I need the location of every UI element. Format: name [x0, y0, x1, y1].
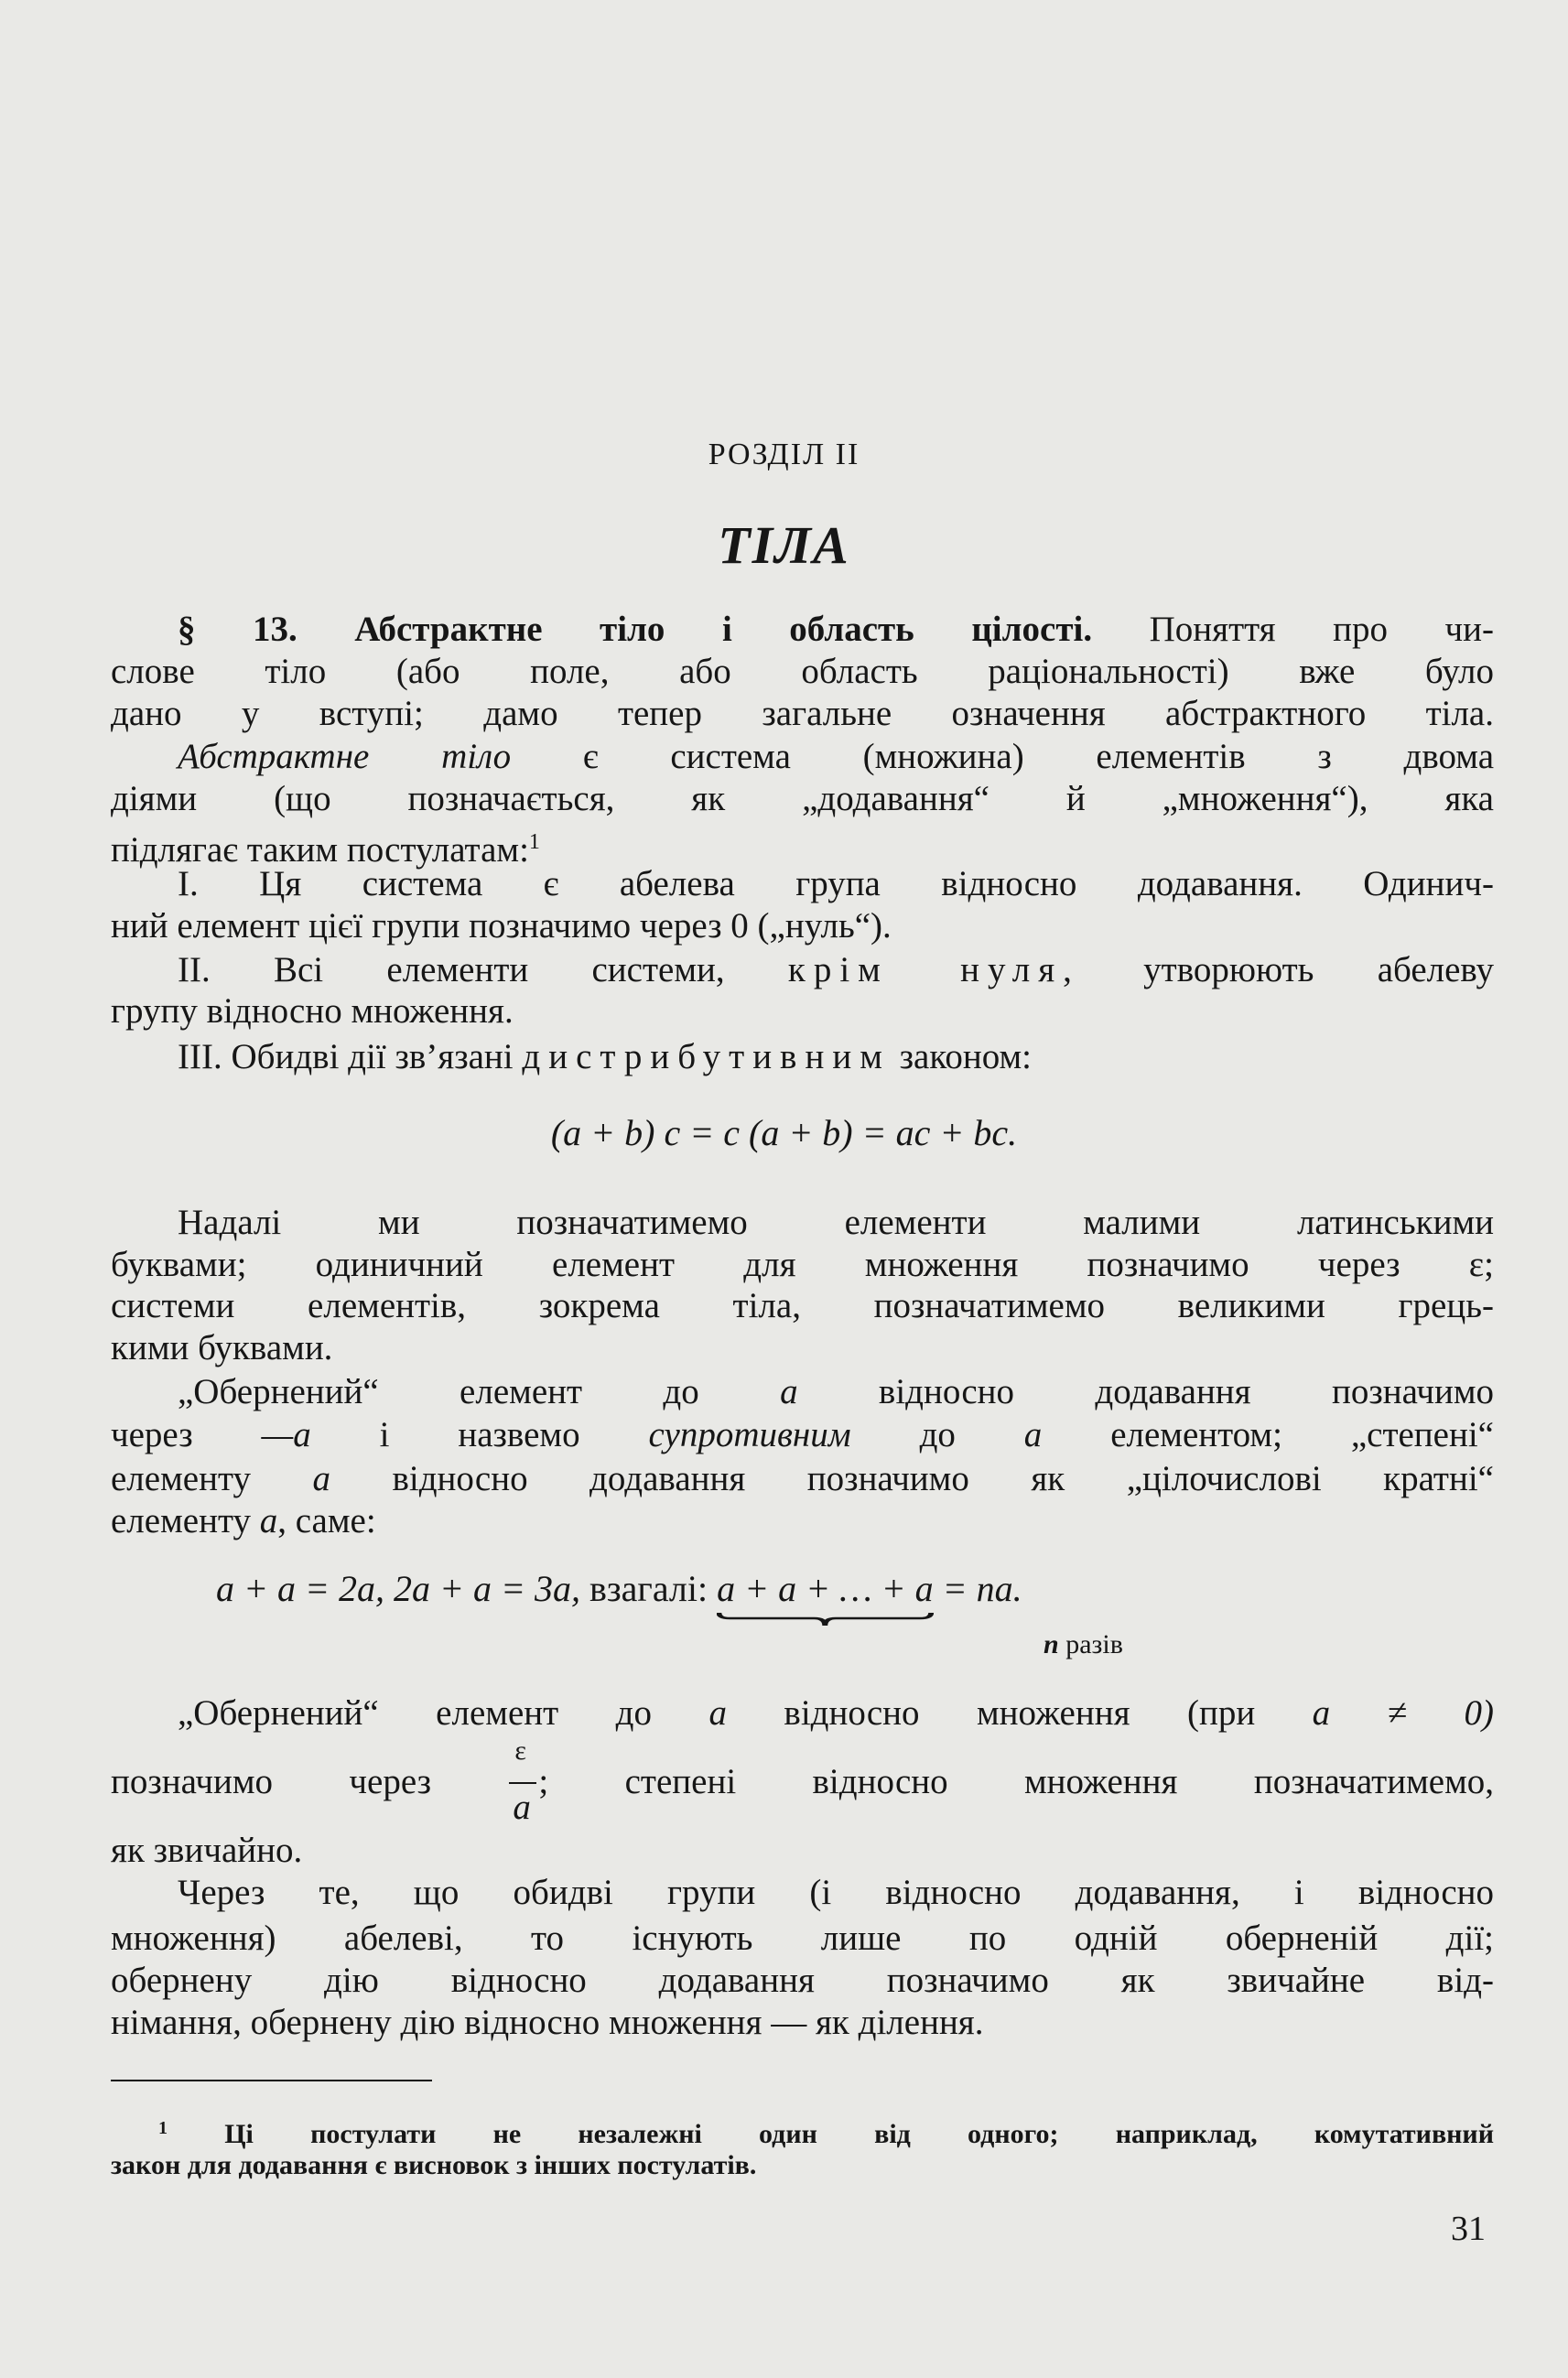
text: Поняття про чи-	[1149, 610, 1494, 649]
text: елементу	[111, 1501, 251, 1540]
underbrace-icon	[717, 1611, 934, 1629]
text: законом:	[899, 1037, 1032, 1076]
text-line	[111, 1414, 1494, 1456]
formula-word: взагалі:	[589, 1568, 708, 1609]
text-line: буквами; одиничний елемент для множення позначимо через ε;	[111, 1245, 1494, 1284]
text: ; степені відносно множення позначатимемо,	[538, 1762, 1494, 1801]
text-line: групу відносно множення.	[111, 991, 514, 1031]
math-var: a	[708, 1693, 727, 1733]
text: елементом; „степені“	[1110, 1415, 1494, 1454]
text: елементу	[111, 1459, 251, 1498]
chapter-title: ТІЛА	[718, 515, 850, 575]
spaced-text: крім нуля,	[787, 950, 1080, 989]
fraction-bar	[509, 1782, 536, 1784]
text: через	[111, 1415, 193, 1454]
text: є система (множина) елементів з двома	[582, 737, 1495, 776]
math-expr: a ≠ 0)	[1312, 1693, 1494, 1733]
math-var: a	[1023, 1415, 1043, 1454]
text: „Обернений“ елемент до	[178, 1693, 652, 1733]
text-line	[111, 821, 1494, 870]
formula-distributive: (a + b) c = c (a + b) = ac + bc.	[550, 1112, 1018, 1153]
text-line: Надалі ми позначатимемо елементи малими латинськими	[178, 1203, 1494, 1242]
footnote-ref[interactable]: 1	[528, 830, 540, 854]
underbrace-label	[1044, 1629, 1123, 1660]
term: Абстрактне тіло	[178, 737, 512, 776]
math-var: —a	[261, 1415, 311, 1454]
fraction-numerator: ε	[514, 1735, 527, 1766]
text: Ці постулати не незалежні один від одного; наприклад, комутативний	[224, 2119, 1495, 2149]
text-line	[178, 1371, 1494, 1413]
math-var: a	[780, 1372, 798, 1411]
text-line	[178, 949, 1494, 991]
formula-part: = na.	[942, 1568, 1022, 1609]
text: „Обернений“ елемент до	[178, 1372, 699, 1411]
text: підлягає таким постулатам:	[111, 830, 529, 870]
text: позначимо через	[111, 1762, 432, 1801]
text-line	[178, 1036, 1494, 1078]
text: і назвемо	[379, 1415, 580, 1454]
text-line	[178, 736, 1494, 778]
math-var: a	[312, 1459, 330, 1498]
footnote-line: закон для додавання є висновок з інших постулатів.	[111, 2150, 757, 2180]
text: відносно додавання позначимо	[878, 1372, 1495, 1411]
text-line	[178, 609, 1494, 651]
text-line: I. Ця система є абелева група відносно додавання. Одинич-	[178, 864, 1494, 903]
text: III. Обидві дії зв’язані	[178, 1037, 514, 1076]
text-line: множення) абелеві, то існують лише по одній оберненій дії;	[111, 1919, 1494, 1958]
text-line	[111, 1500, 1494, 1542]
page-number: 31	[1451, 2210, 1486, 2248]
text-line: системи елементів, зокрема тіла, позначатимемо великими грець-	[111, 1286, 1494, 1325]
formula-part: a + a = 2a, 2a + a = 3a,	[216, 1568, 580, 1609]
text-line	[111, 1458, 1494, 1500]
text-line: німання, обернену дію відносно множення — як ділення.	[111, 2003, 984, 2042]
spaced-text: дистрибутивним	[522, 1037, 891, 1076]
formula-multiples	[216, 1567, 1022, 1610]
text-line: як звичайно.	[111, 1831, 303, 1870]
text-line	[111, 1735, 1494, 1827]
term: супротивним	[648, 1415, 851, 1454]
text: відносно додавання позначимо як „цілочислові кратні“	[392, 1459, 1494, 1498]
text-line: кими буквами.	[111, 1328, 333, 1367]
text: II. Всі елементи системи,	[178, 950, 725, 989]
text: , саме:	[277, 1501, 376, 1540]
math-var: n	[1044, 1629, 1059, 1659]
text-line	[178, 1692, 1494, 1735]
text: утворюють абелеву	[1143, 950, 1495, 989]
footnote-mark: 1	[158, 2118, 168, 2138]
text: відносно множення (при	[784, 1693, 1256, 1733]
section-heading: § 13. Абстрактне тіло і область цілості.	[178, 610, 1093, 649]
text-line: дано у вступі; дамо тепер загальне означення абстрактного тіла.	[111, 694, 1494, 733]
text-line: обернену дію відносно додавання позначимо як звичайне від-	[111, 1961, 1494, 2000]
fraction	[507, 1735, 538, 1827]
footnote-rule	[111, 2080, 432, 2081]
text-line: ний елемент цієї групи позначимо через 0 („нуль“).	[111, 906, 892, 946]
text-line: діями (що позначається, як „додавання“ й „множення“), яка	[111, 779, 1494, 818]
text-line: Через те, що обидві групи (і відносно додавання, і відносно	[178, 1873, 1494, 1912]
math-var: a	[259, 1501, 278, 1540]
fraction-denominator: a	[513, 1788, 531, 1827]
text: разів	[1065, 1629, 1123, 1659]
chapter-label: РОЗДІЛ II	[708, 438, 860, 471]
formula-braced: a + a + … + a	[717, 1568, 934, 1609]
footnote-line	[111, 2110, 1494, 2153]
text-line: слове тіло (або поле, або область раціональності) вже було	[111, 652, 1494, 691]
text: до	[919, 1415, 956, 1454]
